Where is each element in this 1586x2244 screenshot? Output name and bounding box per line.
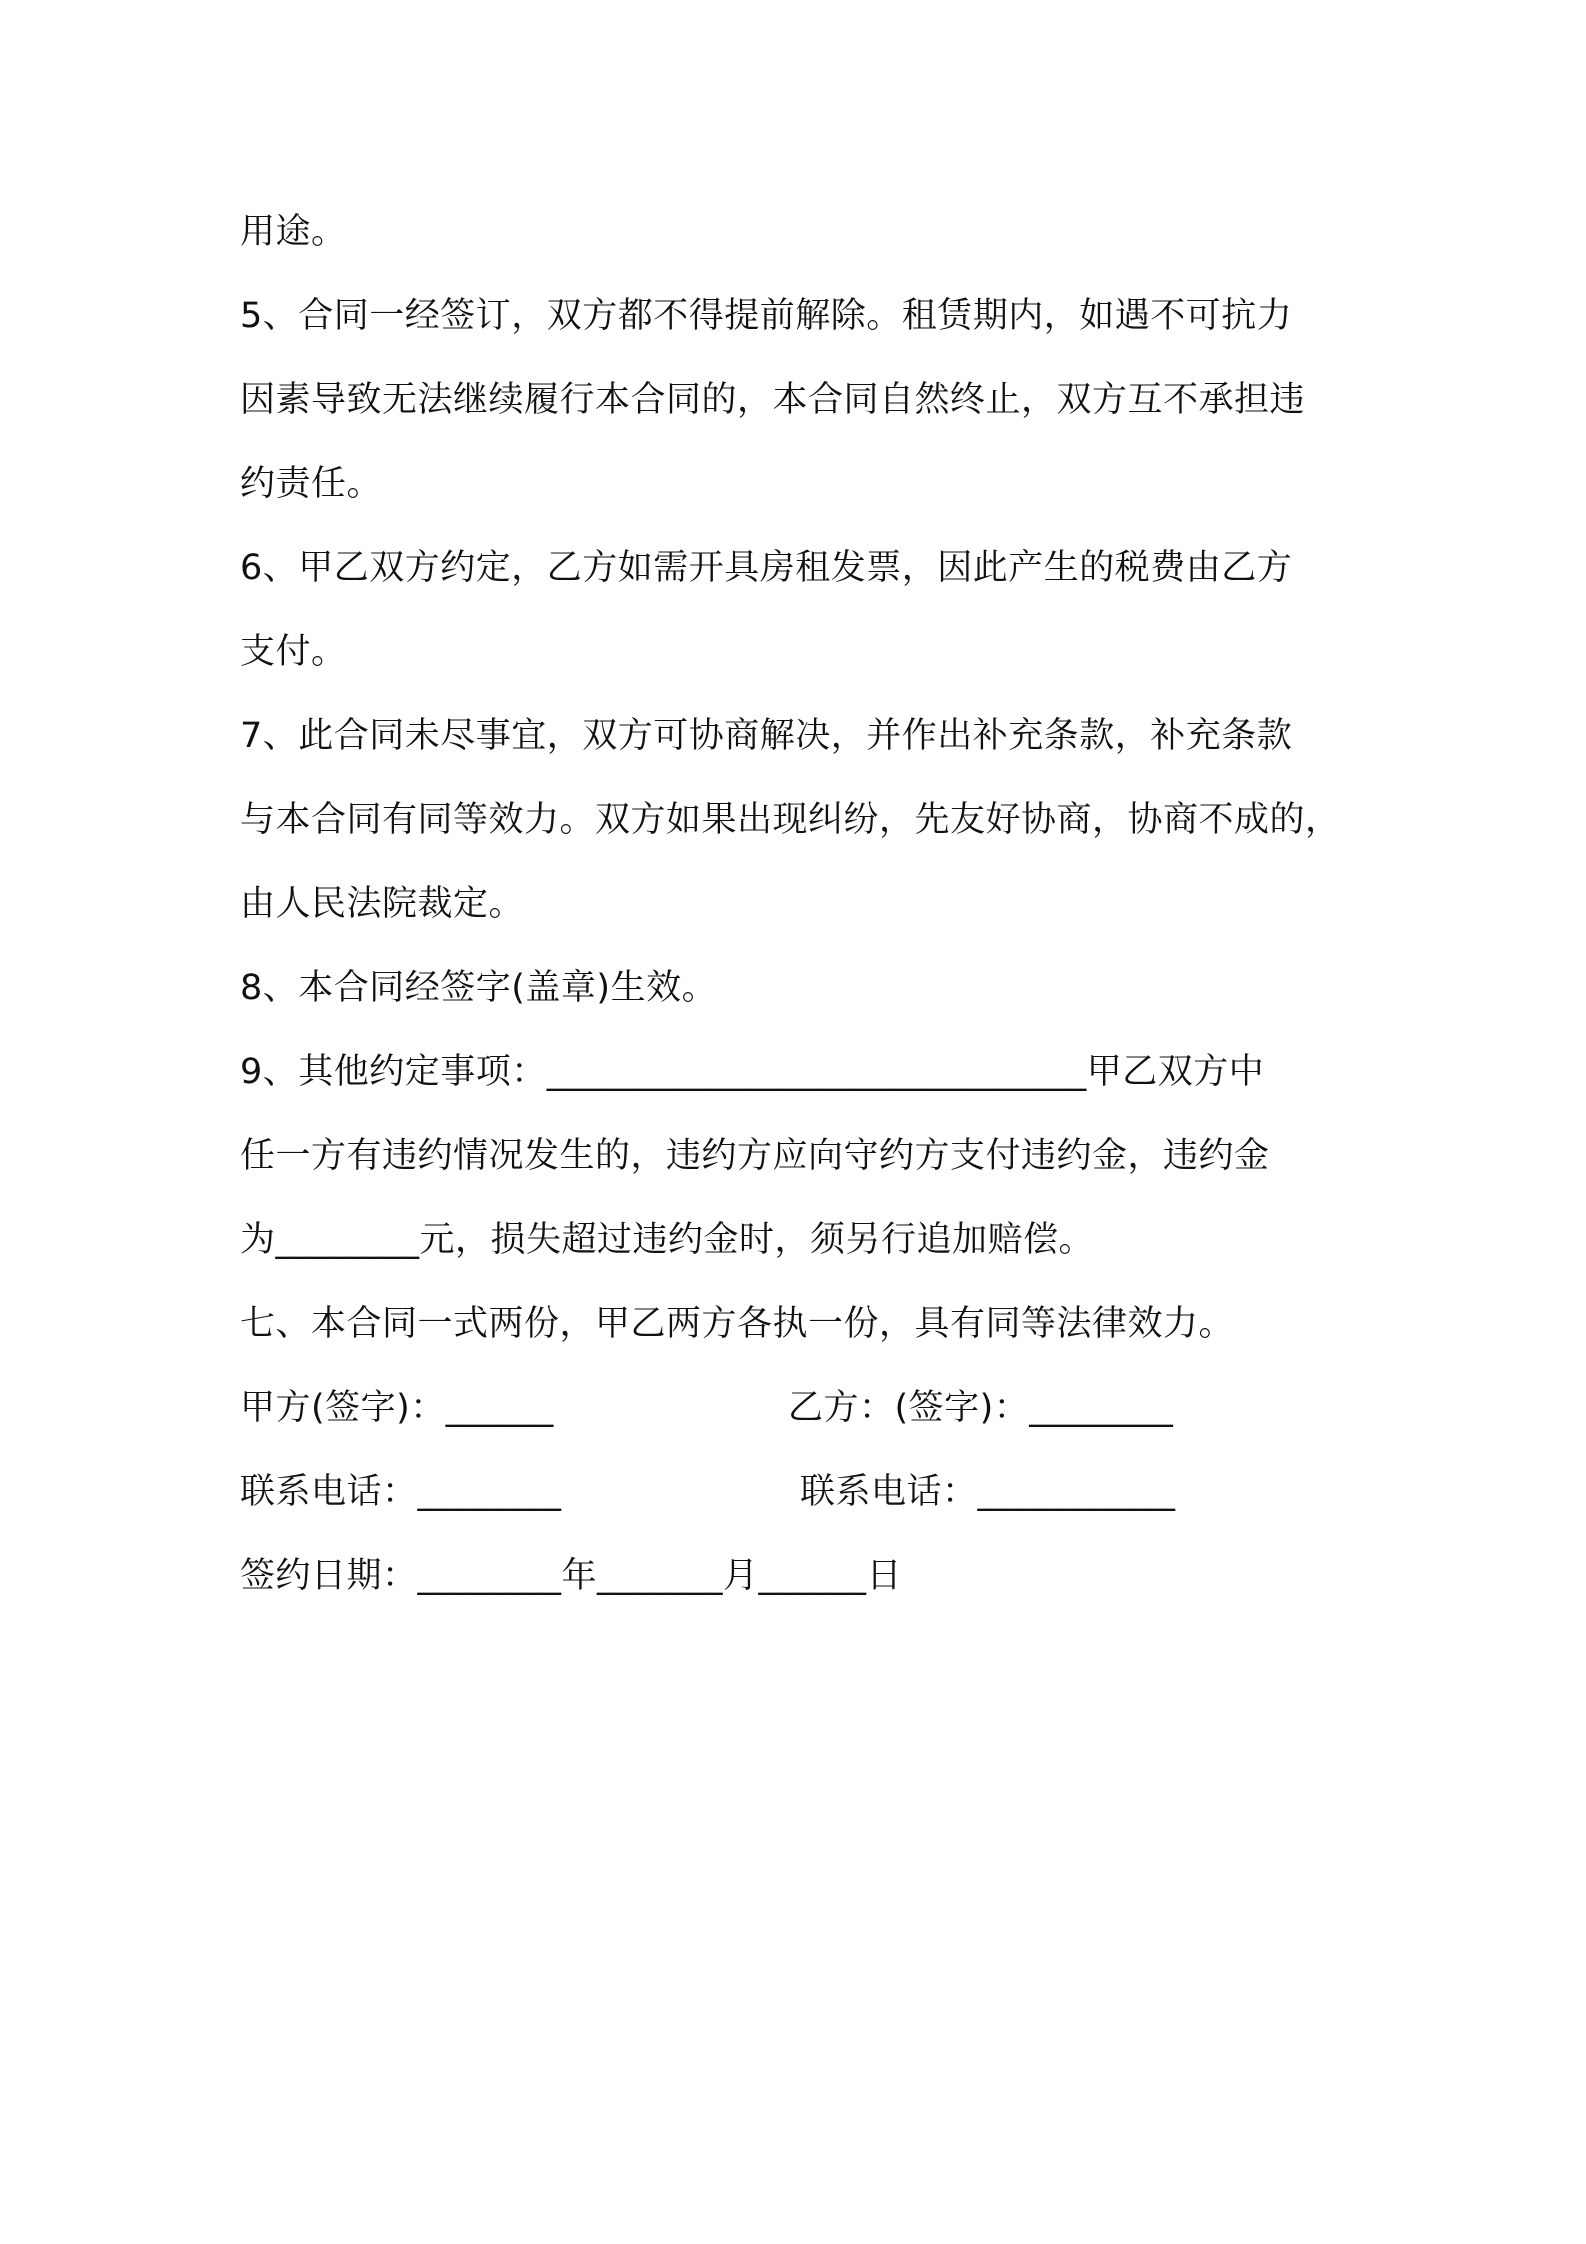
clause-8-line: 8、本合同经签字(盖章)生效。 xyxy=(240,968,718,1008)
clause-5-line: 因素导致无法继续履行本合同的，本合同自然终止，双方互不承担违 xyxy=(240,380,1306,420)
clause-7-line: 与本合同有同等效力。双方如果出现纠纷，先友好协商，协商不成的， xyxy=(240,800,1341,840)
contract-body xyxy=(240,190,1360,1618)
clause-9-line: 9、其他约定事项：______________________________甲乙双方中 xyxy=(240,1052,1265,1092)
signature-row xyxy=(240,1366,1360,1450)
clause-line: 用途。 xyxy=(240,212,347,252)
party-b-signature-field: 乙方：(签字)：________ xyxy=(788,1388,1174,1428)
party-a-signature-field: 甲方(签字)：______ xyxy=(240,1388,554,1428)
clause-7-line: 由人民法院裁定。 xyxy=(240,884,525,924)
clause-9-line: 为________元，损失超过违约金时，须另行追加赔偿。 xyxy=(240,1220,1095,1260)
clause-5-line: 约责任。 xyxy=(240,464,383,504)
clause-6-line: 支付。 xyxy=(240,632,347,672)
sign-date-field: 签约日期：________年_______月______日 xyxy=(240,1556,903,1596)
clause-9-line: 任一方有违约情况发生的，违约方应向守约方支付违约金，违约金 xyxy=(240,1136,1270,1176)
clause-5-line: 5、合同一经签订，双方都不得提前解除。租赁期内，如遇不可抗力 xyxy=(240,296,1293,336)
clause-7-line: 7、此合同未尽事宜，双方可协商解决，并作出补充条款，补充条款 xyxy=(240,716,1293,756)
party-b-phone-field: 联系电话：___________ xyxy=(800,1472,1176,1512)
party-a-phone-field: 联系电话：________ xyxy=(240,1472,562,1512)
phone-row xyxy=(240,1450,1360,1534)
clause-copies-line: 七、本合同一式两份，甲乙两方各执一份，具有同等法律效力。 xyxy=(240,1304,1235,1344)
clause-6-line: 6、甲乙双方约定，乙方如需开具房租发票，因此产生的税费由乙方 xyxy=(240,548,1293,588)
